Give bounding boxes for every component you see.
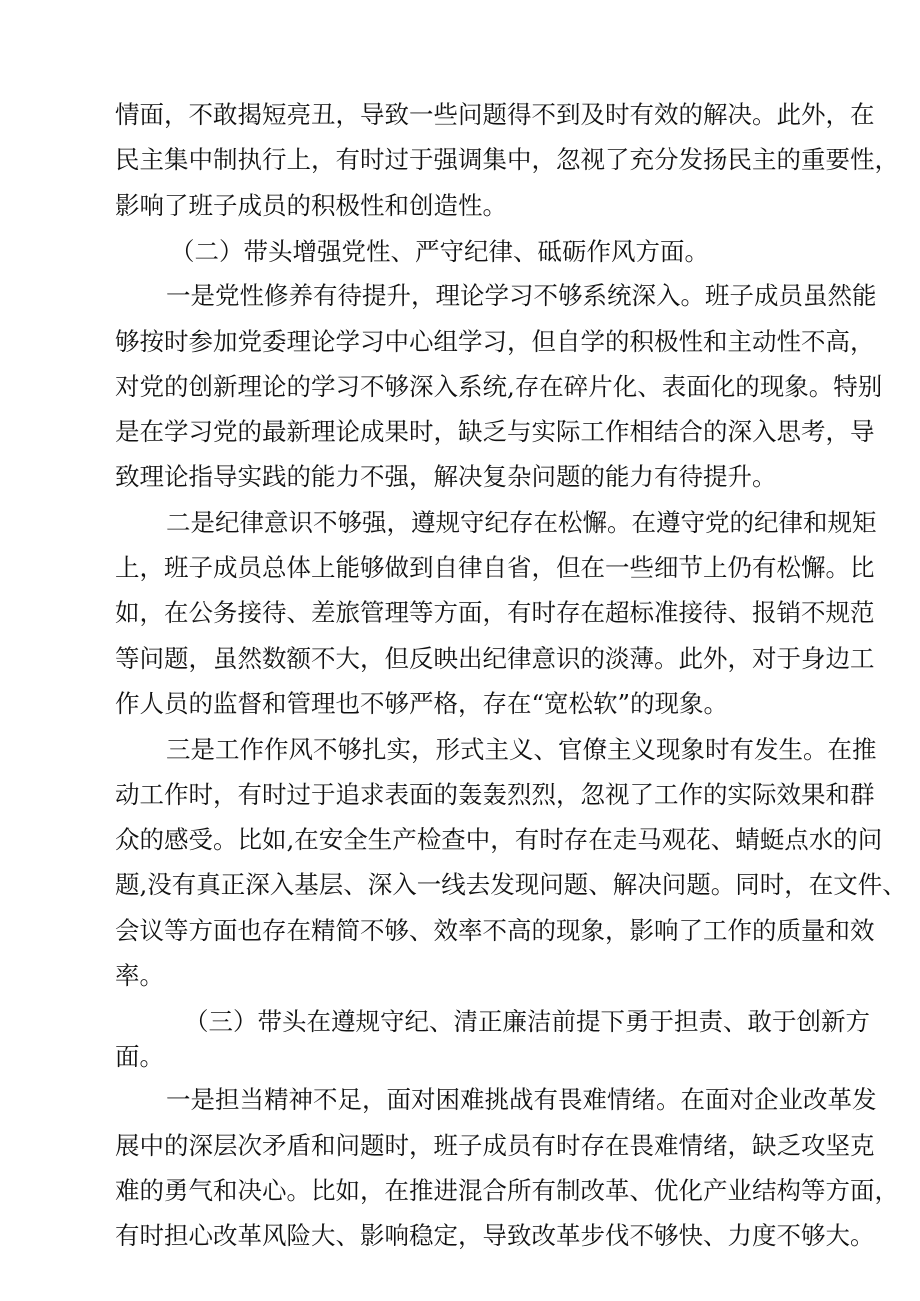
- text-line: 民主集中制执行上，有时过于强调集中，忽视了充分发扬民主的重要性，: [115, 145, 899, 174]
- text-line: 致理论指导实践的能力不强，解决复杂问题的能力有待提升。: [115, 462, 777, 491]
- text-line: 情面，不敢揭短亮丑，导致一些问题得不到及时有效的解决。此外，在: [115, 100, 875, 129]
- text-line: 作人员的监督和管理也不够严格，存在“宽松软”的现象。: [115, 689, 729, 718]
- paragraph-first-line: 三是工作作风不够扎实，形式主义、官僚主义现象时有发生。在推: [166, 735, 877, 764]
- text-line: 展中的深层次矛盾和问题时，班子成员有时存在畏难情绪，缺乏攻坚克: [115, 1131, 875, 1160]
- section-heading: （二）带头增强党性、严守纪律、砥砺作风方面。: [170, 237, 709, 266]
- section-heading-continued: 面。: [115, 1042, 164, 1071]
- paragraph-first-line: 一是党性修养有待提升，理论学习不够系统深入。班子成员虽然能: [166, 281, 877, 310]
- text-line: 如，在公务接待、差旅管理等方面，有时存在超标准接待、报销不规范: [115, 598, 875, 627]
- section-heading: （三）带头在遵规守纪、清正廉洁前提下勇于担责、敢于创新方: [184, 1007, 870, 1036]
- text-line: 有时担心改革风险大、影响稳定，导致改革步伐不够快、力度不够大。: [115, 1221, 875, 1250]
- text-line: 上，班子成员总体上能够做到自律自省，但在一些细节上仍有松懈。比: [115, 553, 875, 582]
- text-line: 是在学习党的最新理论成果时，缺乏与实际工作相结合的深入思考，导: [115, 417, 875, 446]
- text-line: 题,没有真正深入基层、深入一线去发现问题、解决问题。同时，在文件、: [115, 870, 907, 899]
- text-line: 影响了班子成员的积极性和创造性。: [115, 191, 507, 220]
- text-line: 对党的创新理论的学习不够深入系统,存在碎片化、表面化的现象。特别: [115, 372, 883, 401]
- text-line: 难的勇气和决心。比如，在推进混合所有制改革、优化产业结构等方面，: [115, 1176, 899, 1205]
- paragraph-first-line: 二是纪律意识不够强，遵规守纪存在松懈。在遵守党的纪律和规矩: [166, 508, 877, 537]
- text-line: 会议等方面也存在精简不够、效率不高的现象，影响了工作的质量和效: [115, 916, 875, 945]
- text-line: 众的感受。比如,在安全生产检查中，有时存在走马观花、蜻蜓点水的问: [115, 825, 883, 854]
- paragraph-first-line: 一是担当精神不足，面对困难挑战有畏难情绪。在面对企业改革发: [166, 1085, 877, 1114]
- text-line: 动工作时，有时过于追求表面的轰轰烈烈，忽视了工作的实际效果和群: [115, 780, 875, 809]
- text-line: 够按时参加党委理论学习中心组学习，但自学的积极性和主动性不高，: [115, 327, 875, 356]
- text-line: 率。: [115, 961, 164, 990]
- text-line: 等问题，虽然数额不大，但反映出纪律意识的淡薄。此外，对于身边工: [115, 644, 875, 673]
